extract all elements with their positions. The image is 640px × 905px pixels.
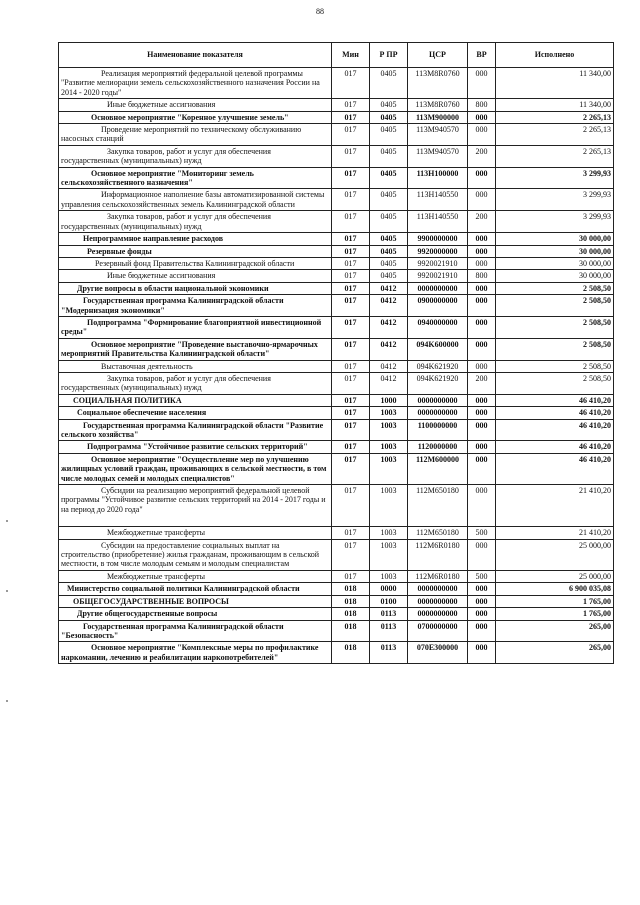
row-vr-cell: 500 [468,570,496,582]
row-vr-cell: 000 [468,167,496,189]
row-csr-cell: 113M8R0760 [408,99,468,111]
row-min-cell: 017 [332,441,370,453]
row-total-cell: 30 000,00 [496,233,614,245]
row-csr-cell: 0700000000 [408,620,468,642]
row-csr-cell: 1120000000 [408,441,468,453]
row-name-cell: Межбюджетные трансферты [59,527,332,539]
row-min-cell: 017 [332,295,370,317]
row-min-cell: 017 [332,539,370,570]
scan-mark [6,520,8,522]
table-row [59,245,614,257]
row-csr-cell: 0900000000 [408,295,468,317]
row-min-cell: 017 [332,360,370,372]
row-name-cell: Информационное наполнение базы автоматизированной системы управления сельскохозяйственных земель Калининградской области [59,189,332,211]
row-vr-cell: 200 [468,211,496,233]
row-rpr-cell: 0412 [370,316,408,338]
row-name-cell: Социальное обеспечение населения [59,407,332,419]
row-vr-cell: 000 [468,485,496,527]
table-row [59,485,614,527]
row-csr-cell: 112M650180 [408,485,468,527]
row-rpr-cell: 0405 [370,189,408,211]
row-name-cell: Основное мероприятие "Осуществление мер по улучшению жилищных условий граждан, проживающих в сельской местности, в том числе молодых семей и молодых специалистов" [59,453,332,484]
row-vr-cell: 000 [468,189,496,211]
row-min-cell: 017 [332,233,370,245]
row-csr-cell: 094K600000 [408,338,468,360]
header-vr: ВР [468,43,496,68]
row-vr-cell: 000 [468,608,496,620]
table-row [59,372,614,394]
row-vr-cell: 000 [468,595,496,607]
table-body [59,68,614,664]
row-vr-cell: 000 [468,441,496,453]
table-row [59,124,614,146]
row-vr-cell: 000 [468,233,496,245]
row-csr-cell: 113H140550 [408,189,468,211]
row-name-cell: Закупка товаров, работ и услуг для обеспечения государственных (муниципальных) нужд [59,372,332,394]
row-rpr-cell: 0405 [370,124,408,146]
row-total-cell: 11 340,00 [496,68,614,99]
row-rpr-cell: 0405 [370,99,408,111]
header-csr: ЦСР [408,43,468,68]
row-total-cell: 3 299,93 [496,211,614,233]
table-row [59,233,614,245]
row-total-cell: 30 000,00 [496,245,614,257]
row-vr-cell: 000 [468,245,496,257]
row-rpr-cell: 1000 [370,394,408,406]
row-vr-cell: 000 [468,282,496,294]
row-name-cell: Субсидии на реализацию мероприятий федеральной целевой программы "Устойчивое развитие сельских территорий на 2014 - 2017 годы и на период до 2020 года" [59,485,332,527]
row-min-cell: 017 [332,245,370,257]
row-min-cell: 018 [332,583,370,595]
header-name: Наименование показателя [59,43,332,68]
row-min-cell: 017 [332,453,370,484]
row-name-cell: Государственная программа Калининградской области "Модернизация экономики" [59,295,332,317]
table-row [59,338,614,360]
row-csr-cell: 112M600000 [408,453,468,484]
row-min-cell: 017 [332,394,370,406]
row-rpr-cell: 0000 [370,583,408,595]
row-vr-cell: 000 [468,407,496,419]
row-total-cell: 2 508,50 [496,372,614,394]
row-min-cell: 017 [332,485,370,527]
row-rpr-cell: 0405 [370,68,408,99]
row-csr-cell: 112M6R0180 [408,570,468,582]
row-min-cell: 017 [332,419,370,441]
row-name-cell: Проведение мероприятий по техническому обслуживанию насосных станций [59,124,332,146]
row-min-cell: 018 [332,642,370,664]
row-rpr-cell: 1003 [370,539,408,570]
table-row [59,527,614,539]
table-row [59,68,614,99]
row-total-cell: 265,00 [496,642,614,664]
table-row [59,270,614,282]
row-min-cell: 018 [332,595,370,607]
row-name-cell: Иные бюджетные ассигнования [59,99,332,111]
row-csr-cell: 094K621920 [408,360,468,372]
row-total-cell: 2 265,13 [496,145,614,167]
row-min-cell: 017 [332,167,370,189]
row-min-cell: 017 [332,527,370,539]
row-vr-cell: 000 [468,68,496,99]
row-csr-cell: 9920000000 [408,245,468,257]
row-total-cell: 2 508,50 [496,316,614,338]
row-min-cell: 017 [332,372,370,394]
row-name-cell: Подпрограмма "Формирование благоприятной инвестиционной среды" [59,316,332,338]
row-vr-cell: 000 [468,295,496,317]
row-min-cell: 017 [332,270,370,282]
row-rpr-cell: 0405 [370,145,408,167]
header-min: Мин [332,43,370,68]
row-rpr-cell: 0100 [370,595,408,607]
row-name-cell: СОЦИАЛЬНАЯ ПОЛИТИКА [59,394,332,406]
row-min-cell: 017 [332,570,370,582]
row-total-cell: 2 265,13 [496,124,614,146]
row-csr-cell: 0000000000 [408,608,468,620]
row-rpr-cell: 0412 [370,372,408,394]
row-min-cell: 017 [332,407,370,419]
row-vr-cell: 000 [468,419,496,441]
row-csr-cell: 113H100000 [408,167,468,189]
table-row [59,99,614,111]
row-rpr-cell: 0405 [370,270,408,282]
row-name-cell: Закупка товаров, работ и услуг для обеспечения государственных (муниципальных) нужд [59,145,332,167]
table-header-row [59,43,614,68]
table-row [59,407,614,419]
row-name-cell: Закупка товаров, работ и услуг для обеспечения государственных (муниципальных) нужд [59,211,332,233]
row-vr-cell: 000 [468,394,496,406]
row-vr-cell: 000 [468,257,496,269]
row-rpr-cell: 0113 [370,620,408,642]
row-total-cell: 3 299,93 [496,189,614,211]
row-rpr-cell: 0405 [370,233,408,245]
row-vr-cell: 000 [468,620,496,642]
table-row [59,441,614,453]
row-name-cell: Министерство социальной политики Калининградской области [59,583,332,595]
row-rpr-cell: 0412 [370,295,408,317]
row-min-cell: 017 [332,211,370,233]
row-csr-cell: 113M940570 [408,124,468,146]
table-row [59,282,614,294]
row-rpr-cell: 0412 [370,360,408,372]
row-name-cell: Резервные фонды [59,245,332,257]
row-vr-cell: 000 [468,338,496,360]
row-min-cell: 018 [332,620,370,642]
row-rpr-cell: 1003 [370,527,408,539]
scan-mark [6,590,8,592]
row-csr-cell: 0000000000 [408,407,468,419]
row-name-cell: Основное мероприятие "Коренное улучшение земель" [59,111,332,123]
row-min-cell: 017 [332,145,370,167]
row-total-cell: 2 508,50 [496,282,614,294]
table-row [59,189,614,211]
row-total-cell: 2 508,50 [496,295,614,317]
row-min-cell: 017 [332,111,370,123]
row-vr-cell: 200 [468,145,496,167]
row-rpr-cell: 0412 [370,338,408,360]
table-row [59,642,614,664]
row-rpr-cell: 0113 [370,642,408,664]
table-row [59,620,614,642]
row-rpr-cell: 0405 [370,167,408,189]
row-total-cell: 2 265,13 [496,111,614,123]
table-row [59,257,614,269]
row-name-cell: Основное мероприятие "Комплексные меры по профилактике наркомании, лечению и реабилитации наркопотребителей" [59,642,332,664]
table-row [59,360,614,372]
row-rpr-cell: 0412 [370,282,408,294]
row-csr-cell: 0000000000 [408,595,468,607]
row-csr-cell: 9900000000 [408,233,468,245]
row-csr-cell: 0940000000 [408,316,468,338]
row-csr-cell: 9920021910 [408,257,468,269]
row-total-cell: 11 340,00 [496,99,614,111]
row-vr-cell: 000 [468,124,496,146]
row-rpr-cell: 0405 [370,245,408,257]
row-vr-cell: 800 [468,270,496,282]
row-total-cell: 46 410,20 [496,419,614,441]
row-name-cell: Непрограммное направление расходов [59,233,332,245]
row-total-cell: 25 000,00 [496,539,614,570]
row-vr-cell: 000 [468,642,496,664]
row-total-cell: 30 000,00 [496,257,614,269]
row-csr-cell: 0000000000 [408,282,468,294]
row-min-cell: 017 [332,338,370,360]
row-name-cell: Резервный фонд Правительства Калининградской области [59,257,332,269]
row-csr-cell: 113M900000 [408,111,468,123]
row-total-cell: 21 410,20 [496,485,614,527]
row-csr-cell: 113H140550 [408,211,468,233]
row-total-cell: 46 410,20 [496,407,614,419]
table-row [59,111,614,123]
table-row [59,419,614,441]
row-vr-cell: 000 [468,583,496,595]
row-rpr-cell: 1003 [370,570,408,582]
row-name-cell: Иные бюджетные ассигнования [59,270,332,282]
row-total-cell: 21 410,20 [496,527,614,539]
row-total-cell: 1 765,00 [496,608,614,620]
page-number: 88 [316,7,324,16]
row-min-cell: 017 [332,99,370,111]
row-rpr-cell: 1003 [370,407,408,419]
table-row [59,394,614,406]
row-total-cell: 46 410,20 [496,453,614,484]
row-csr-cell: 112M6R0180 [408,539,468,570]
row-csr-cell: 094K621920 [408,372,468,394]
row-name-cell: Выставочная деятельность [59,360,332,372]
row-total-cell: 3 299,93 [496,167,614,189]
row-vr-cell: 000 [468,316,496,338]
row-total-cell: 2 508,50 [496,338,614,360]
row-min-cell: 017 [332,257,370,269]
table-row [59,595,614,607]
table-row [59,608,614,620]
row-total-cell: 25 000,00 [496,570,614,582]
row-name-cell: Подпрограмма "Устойчивое развитие сельских территорий" [59,441,332,453]
table-row [59,295,614,317]
row-total-cell: 2 508,50 [496,360,614,372]
row-csr-cell: 112M650180 [408,527,468,539]
row-name-cell: ОБЩЕГОСУДАРСТВЕННЫЕ ВОПРОСЫ [59,595,332,607]
row-min-cell: 018 [332,608,370,620]
row-name-cell: Основное мероприятие "Проведение выставочно-ярмарочных мероприятий Правительства Калининградской области" [59,338,332,360]
row-csr-cell: 070E300000 [408,642,468,664]
row-name-cell: Другие общегосударственные вопросы [59,608,332,620]
table-row [59,316,614,338]
header-rpr: Р ПР [370,43,408,68]
row-min-cell: 017 [332,282,370,294]
row-total-cell: 30 000,00 [496,270,614,282]
row-rpr-cell: 1003 [370,419,408,441]
row-rpr-cell: 0405 [370,211,408,233]
row-rpr-cell: 0113 [370,608,408,620]
row-name-cell: Государственная программа Калининградской области "Безопасность" [59,620,332,642]
row-total-cell: 46 410,20 [496,394,614,406]
row-vr-cell: 000 [468,453,496,484]
row-total-cell: 46 410,20 [496,441,614,453]
row-total-cell: 1 765,00 [496,595,614,607]
row-vr-cell: 000 [468,360,496,372]
row-name-cell: Субсидии на предоставление социальных выплат на строительство (приобретение) жилья гражданам, проживающим в сельской местности, в том числе молодым семьям и молодым специалистам [59,539,332,570]
row-vr-cell: 800 [468,99,496,111]
row-rpr-cell: 0405 [370,257,408,269]
row-total-cell: 6 900 035,08 [496,583,614,595]
row-name-cell: Государственная программа Калининградской области "Развитие сельского хозяйства" [59,419,332,441]
row-name-cell: Реализация мероприятий федеральной целевой программы "Развитие мелиорации земель сельскохозяйственного назначения России на 2014 - 2020 годы" [59,68,332,99]
row-min-cell: 017 [332,189,370,211]
row-csr-cell: 0000000000 [408,583,468,595]
header-total: Исполнено [496,43,614,68]
table-row [59,570,614,582]
row-min-cell: 017 [332,68,370,99]
row-csr-cell: 113M8R0760 [408,68,468,99]
row-vr-cell: 500 [468,527,496,539]
table-row [59,167,614,189]
row-vr-cell: 000 [468,111,496,123]
row-csr-cell: 9920021910 [408,270,468,282]
table-row [59,453,614,484]
row-vr-cell: 200 [468,372,496,394]
table-row [59,539,614,570]
row-vr-cell: 000 [468,539,496,570]
row-rpr-cell: 1003 [370,453,408,484]
row-rpr-cell: 1003 [370,485,408,527]
row-name-cell: Другие вопросы в области национальной экономики [59,282,332,294]
row-min-cell: 017 [332,316,370,338]
row-rpr-cell: 1003 [370,441,408,453]
row-min-cell: 017 [332,124,370,146]
row-csr-cell: 0000000000 [408,394,468,406]
budget-table [58,42,614,664]
row-csr-cell: 113M940570 [408,145,468,167]
row-total-cell: 265,00 [496,620,614,642]
table-row [59,211,614,233]
table-row [59,583,614,595]
row-rpr-cell: 0405 [370,111,408,123]
row-name-cell: Межбюджетные трансферты [59,570,332,582]
scan-mark [6,700,8,702]
row-name-cell: Основное мероприятие "Мониторинг земель сельскохозяйственного назначения" [59,167,332,189]
row-csr-cell: 1100000000 [408,419,468,441]
table-row [59,145,614,167]
